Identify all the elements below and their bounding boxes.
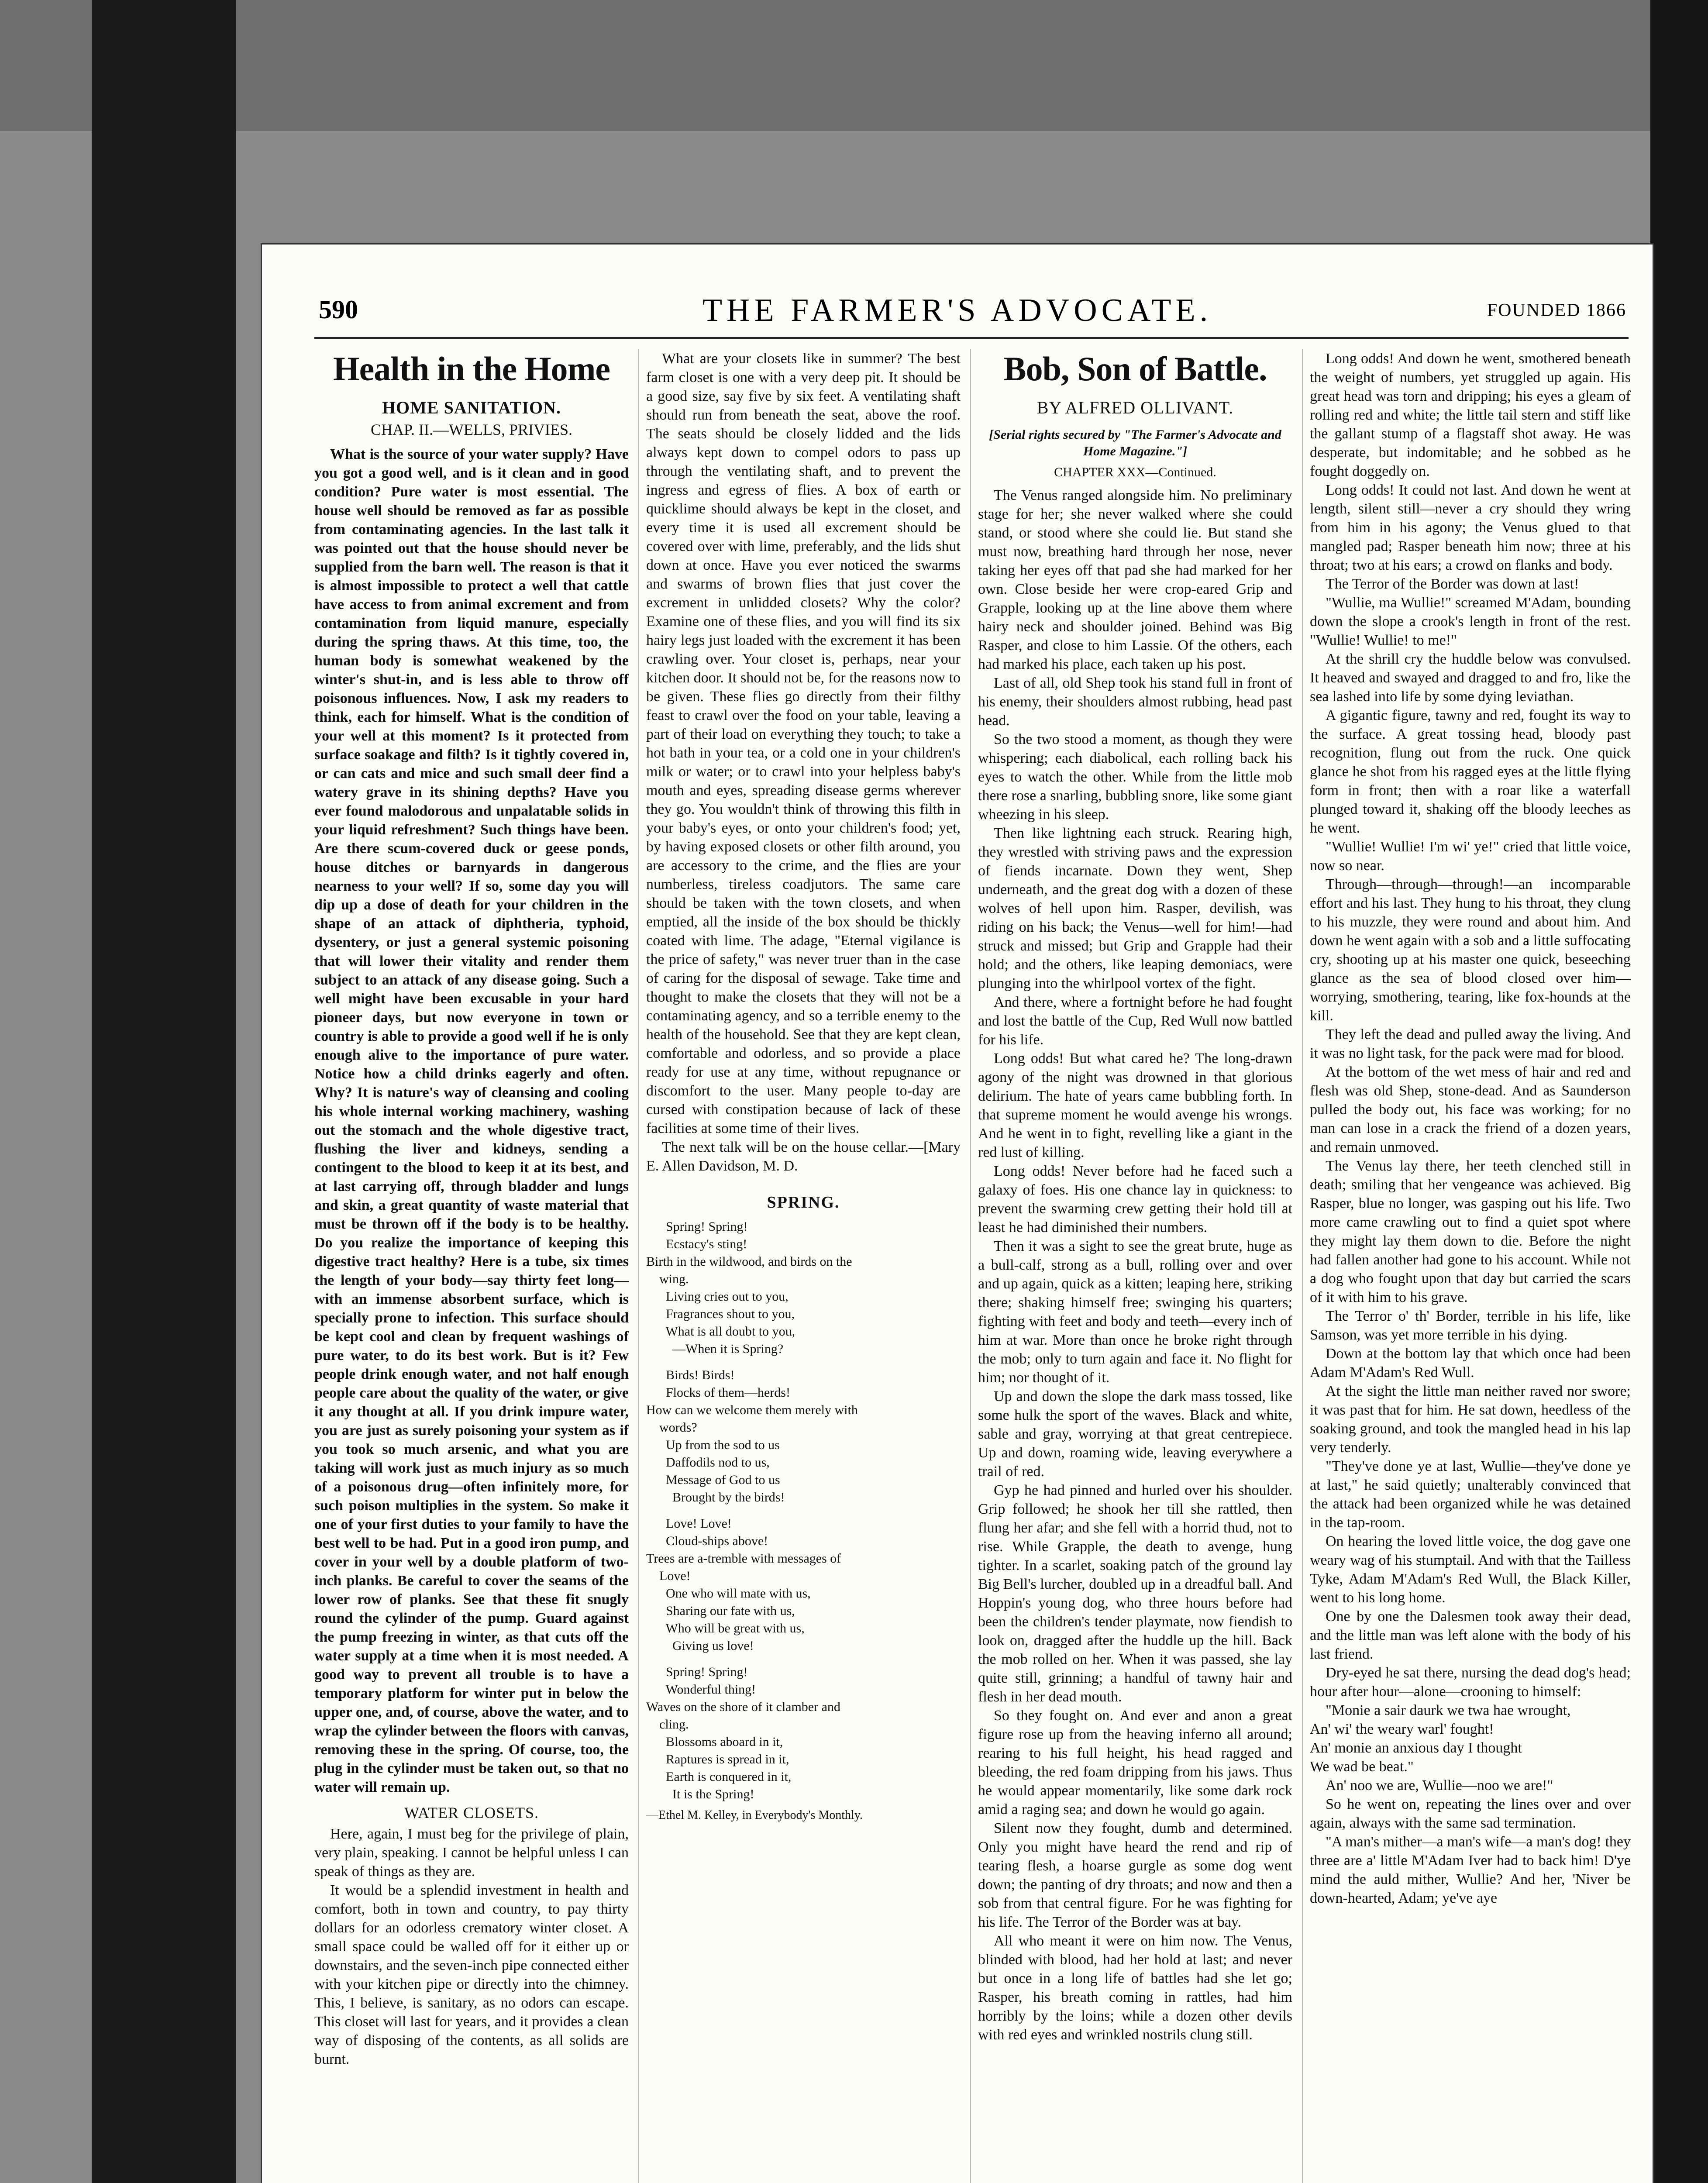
masthead-rule bbox=[314, 337, 1629, 339]
bob-paragraph: Then it was a sight to see the great brute, huge as a bull-calf, strong as a bull, rolling over and over and up again, quick as a kitten; leaping here, striking there; shaking himself free; swinging his quarters; fighting with feet and body and teeth—every inch of him at war. More than once he broke right through the mob; only to turn again and face it. No flight for him; nor thought of it. bbox=[978, 1238, 1292, 1386]
paper-title: THE FARMER'S ADVOCATE. bbox=[702, 293, 1212, 328]
bob-paragraph: Silent now they fought, dumb and determined. Only you might have heard the rend and rip of tearing flesh, a hoarse gurgle as some dog went down; the panting of dry throats; and now and then a sob from that central figure. For he was fighting for his life. The Terror of the Border was at bay. bbox=[978, 1820, 1292, 1930]
bob-paragraph: Long odds! Never before had he faced such a galaxy of foes. His one chance lay in quickness: to prevent the swarming crew getting their hold till at least he had diminished their numbers. bbox=[978, 1163, 1292, 1236]
poem-line: Brought by the birds! bbox=[646, 1490, 785, 1505]
poem-credit: —Ethel M. Kelley, in Everybody's Monthly. bbox=[646, 1808, 863, 1822]
bob-paragraph: The Terror of the Border was down at last! bbox=[1326, 576, 1579, 592]
poem-line: Who will be great with us, bbox=[646, 1621, 805, 1636]
poem-line: cling. bbox=[646, 1717, 689, 1732]
bob-paragraph: An' noo we are, Wullie—noo we are!" bbox=[1326, 1777, 1553, 1794]
bob-chapter: CHAPTER XXX—Continued. bbox=[1054, 465, 1216, 479]
poem-line: Spring! Spring! bbox=[646, 1665, 748, 1679]
bob-paragraph: Gyp he had pinned and hurled over his shoulder. Grip followed; he shook her till she rattled, then flung her afar; and she fell with a horrid thud, not to rise. While Grapple, the death to avenge, hung tighter. In a scarlet, soaking patch of the ground lay Big Bell's lurcher, doubled up in a dreadful ball. And Hoppin's young dog, who three hours before had been the children's tender playmate, now fiendish to look on, dragged after the huddle up the hill. Back the mob rolled on her. When it was passed, she lay quite still, grinning; a handful of tawny hair and flesh in her dead mouth. bbox=[978, 1482, 1292, 1705]
column-divider bbox=[1302, 349, 1303, 2183]
poem-line: Sharing our fate with us, bbox=[646, 1604, 795, 1618]
bob-paragraph: Dry-eyed he sat there, nursing the dead dog's head; hour after hour—alone—crooning to himself: bbox=[1310, 1665, 1631, 1700]
health-paragraph: What are your closets like in summer? The best farm closet is one with a very deep pit. It should be a good size, say five by six feet. A ventilating shaft should run from beneath the seat, above the roof. The seats should be closely lidded and the lids always kept down to compel odors to pass up through the ventilating shaft, and to prevent the ingress and egress of flies. A box of earth or quicklime should always be kept in the closet, and every time it is used all excrement should be covered over with lime, preferably, and the lids shut down at once. Have you ever noticed the swarms and swarms of brown flies that just cover the excrement in unlidded closets? Why the color? Examine one of these flies, and you will find its six hairy legs just loaded with the excrement it has been crawling over. Your closet is, perhaps, near your kitchen door. It should not be, for the reasons now to be given. These flies go directly from their filthy feast to crawl over the food on your table, leaving a part of their load on everything they touch; to take a hot bath in your tea, or a cold one in your children's milk or water; or to crawl into your helpless baby's mouth and eyes, spreading disease germs wherever they go. You wouldn't think of throwing this filth in your baby's eyes, or onto your children's food; yet, by having exposed closets or other filth around, you are accessory to the crime, and the flies are your numberless, tireless coadjutors. The same care should be taken with the town closets, and when emptied, all the inside of the box should be thickly coated with lime. The adage, "Eternal vigilance is the price of safety," was never truer than in the case of caring for the disposal of sewage. Take time and thought to make the closets that they will not be a contaminating agency, and so a terrible enemy to the health of the household. See that they are kept clean, comfortable and odorless, and so provide a place ready for use at any time, without repugnance or discomfort to the user. Many people to-day are cursed with constipation because of lack of these facilities at some time of their lives. bbox=[646, 351, 961, 1136]
bob-byline: BY ALFRED OLLIVANT. bbox=[1037, 398, 1234, 417]
bob-paragraph: All who meant it were on him now. The Venus, blinded with blood, had her hold at last; and never but once in a long life of battles had she let go; Rasper, his breath coming in rattles, had him horribly by the loins; while a dozen other devils with red eyes and wrinkled nostrils clung still. bbox=[978, 1933, 1292, 2043]
bob-paragraph: The Terror o' th' Border, terrible in his life, like Samson, was yet more terrible in his dying. bbox=[1310, 1308, 1631, 1343]
poem-line: Flocks of them—herds! bbox=[646, 1385, 790, 1400]
poem-line: One who will mate with us, bbox=[646, 1586, 811, 1601]
bob-paragraph: "Monie a sair daurk we twa hae wrought, An' wi' the weary warl' fought! An' monie an anxious day I thought We wad be beat." bbox=[1310, 1702, 1571, 1775]
bob-text-col3 bbox=[978, 486, 1292, 2044]
bob-paragraph: So they fought on. And ever and anon a great figure rose up from the heaving inferno all around; rearing to his full height, his head ragged and bleeding, the red foam dripping from his jaws. Thus he would appear momentarily, like some dark rock amid a raging sea; and down he would go again. bbox=[978, 1708, 1292, 1818]
founded-label: FOUNDED 1866 bbox=[1487, 300, 1626, 320]
bob-paragraph: Long odds! It could not last. And down he went at length, silent still—never a cry should they wring from him in his agony; the Venus glued to that mangled pad; Rasper beneath him now; three at his throat; two at his ears; a crowd on flanks and body. bbox=[1310, 482, 1631, 573]
scan-right-margin bbox=[1650, 0, 1708, 2183]
health-section-title: HOME SANITATION. bbox=[382, 398, 561, 417]
health-paragraph: It would be a splendid investment in health and comfort, both in town and country, to pay thirty dollars for an odorless crematory winter closet. A small space could be walled off for it either up or downstairs, and the seven-inch pipe connected either with your kitchen pipe or directly into the chimney. This, I believe, is sanitary, as no odors can escape. This closet will last for years, and it provides a clean way of disposing of the contents, as all solids are burnt. bbox=[314, 1882, 629, 2067]
bob-paragraph: At the bottom of the wet mess of hair and red and flesh was old Shep, stone-dead. And as Saunderson pulled the body out, his face was working; for no man can lose in a crack the friend of a dozen years, and remain unmoved. bbox=[1310, 1064, 1631, 1155]
bob-headline: Bob, Son of Battle. bbox=[1003, 350, 1267, 388]
bob-paragraph: So he went on, repeating the lines over and over again, always with the same sad termination. bbox=[1310, 1796, 1631, 1831]
stanza-gap bbox=[646, 1358, 961, 1367]
bob-paragraph: The Venus lay there, her teeth clenched still in death; smiling that her vengeance was achieved. Big Rasper, blue no longer, was gasping out his life. Two more came crawling out to find a quiet spot where they might lay them down to die. Before the night had fallen another had gone to his account. While not a dog who fought upon that day but carried the scars of it with him to his grave. bbox=[1310, 1158, 1631, 1305]
masthead bbox=[262, 295, 1653, 334]
serial-credit: [Serial rights secured by "The Farmer's Advocate and Home Magazine."] bbox=[989, 427, 1281, 458]
column-divider bbox=[638, 349, 639, 2183]
column-4 bbox=[1310, 349, 1631, 2183]
bob-paragraph: "Wullie, ma Wullie!" screamed M'Adam, bounding down the slope a crook's length in front of the rest. "Wullie! Wullie! to me!" bbox=[1310, 595, 1631, 648]
poem-line: words? bbox=[646, 1420, 697, 1435]
poem-line: Earth is conquered in it, bbox=[646, 1770, 792, 1784]
bob-paragraph: On hearing the loved little voice, the dog gave one weary wag of his stumptail. And with that the Tailless Tyke, Adam M'Adam's Red Wull, the Black Killer, went to his long home. bbox=[1310, 1533, 1631, 1606]
bob-paragraph: A gigantic figure, tawny and red, fought its way to the surface. A great tossing head, bloody past recognition, flung out from the ruck. One quick glance he shot from his ragged eyes at the little flying form in front; then with a roar like a waterfall plunged toward it, shaking off the bloody leeches as he went. bbox=[1310, 707, 1631, 836]
poem-line: Wonderful thing! bbox=[646, 1682, 756, 1697]
poem-line: Message of God to us bbox=[646, 1473, 780, 1487]
column-1 bbox=[314, 349, 629, 2183]
bob-paragraph: The Venus ranged alongside him. No preliminary stage for her; she never walked where she could stand, or stood where she could lie. But stand she must now, breathing hard through her nose, never taking her eyes off that pad she had marked for her own. Close beside her were crop-eared Grip and Grapple, looking up at the line above them where hairy neck and shoulder joined. Behind was Big Rasper, and close to him Lassie. Of the others, each had marked his place, each taken up his post. bbox=[978, 487, 1292, 672]
poem-line: What is all doubt to you, bbox=[646, 1324, 795, 1339]
bob-paragraph: At the shrill cry the huddle below was convulsed. It heaved and swayed and dragged to and fro, like the sea lashed into life by some dying leviathan. bbox=[1310, 651, 1631, 705]
bob-paragraph: And there, where a fortnight before he had fought and lost the battle of the Cup, Red Wull now battled for his life. bbox=[978, 994, 1292, 1048]
bob-paragraph: One by one the Dalesmen took away their dead, and the little man was left alone with the body of his last friend. bbox=[1310, 1608, 1631, 1662]
poem-line: Giving us love! bbox=[646, 1639, 754, 1653]
poem-line: Up from the sod to us bbox=[646, 1438, 780, 1452]
column-3 bbox=[978, 349, 1292, 2183]
poem-line: Living cries out to you, bbox=[646, 1289, 789, 1304]
scan-top-margin bbox=[0, 0, 1708, 131]
health-paragraph: What is the source of your water supply? Have you got a good well, and is it clean and in good condition? Pure water is most essential. The house well should be removed as far as possible from contaminating agencies. In the last talk it was pointed out that the house should never be supplied from the barn well. The reason is that it is almost impossible to protect a well that cattle have access to from animal excrement and from contamination from liquid manure, especially during the spring thaws. At this time, too, the human body is somewhat weakened by the winter's shut-in, and is less able to throw off poisonous influences. Now, I ask my readers to think, each for himself. What is the condition of your well at this moment? Is it protected from surface soakage and filth? Is it tightly covered in, or can cats and mice and such small deer find a watery grave in its shining depths? Have you ever found malodorous and unpalatable solids in your liquid refreshment? Such things have been. Are there scum-covered duck or geese ponds, house ditches or barnyards in dangerous nearness to your well? If so, some day you will dip up a dose of death for your children in the shape of an attack of diphtheria, typhoid, dysentery, or just a general systemic poisoning that will lower their vitality and render them subject to an attack of any disease going. Such a well might have been excusable in your hard pioneer days, but now everyone in town or country is able to provide a good well if he is only enough alive to the importance of pure water. Notice how a child drinks eagerly and often. Why? It is nature's way of cleansing and cooling his whole internal working machinery, washing out the stomach and the whole digestive tract, flushing the liver and kidneys, sending a contingent to the blood to keep it at its best, and at last carrying off, through bladder and lungs and skin, a great quantity of waste material that must be thrown off if the body is to be healthy. Do you realize the importance of keeping this digestive tract healthy? Here is a tube, six times the length of your body—say thirty feet long—with an immense absorbent surface, which is specially prone to infection. This surface should be kept cool and clean by frequent washings of pure water, to do its best work. But is it? Few people drink enough water, and not half enough people care about the quality of the water, or give it any thought at all. If you drink impure water, you are just as surely poisoning your system as if you took so much arsenic, and what you are taking will work just as much injury as so much of a poisonous drug—often infinitely more, for such poison multiplies in the system. So make it one of your first duties to your family to have the best well to be had. Put in a good iron pump, and cover in your well by a double platform of two-inch planks. Be careful to cover the seams of the lower row of planks. See that these fit snugly round the cylinder of the pump. Guard against the pump freezing in winter, as that cuts off the water supply at a time when it is most needed. A good way to prevent all trouble is to have a temporary platform for winter put in below the upper one, and, of course, above the water, and to wrap the cylinder between the floors with canvas, removing these in the spring. Of course, too, the plug in the cylinder must be taken out, so that no water will remain up. bbox=[314, 446, 629, 1795]
poem-line: How can we welcome them merely with bbox=[646, 1403, 858, 1417]
bob-paragraph: "Wullie! Wullie! I'm wi' ye!" cried that little voice, now so near. bbox=[1310, 839, 1631, 874]
poem-line: It is the Spring! bbox=[646, 1787, 754, 1801]
bob-paragraph: Down at the bottom lay that which once had been Adam M'Adam's Red Wull. bbox=[1310, 1346, 1631, 1381]
poem-line: Birth in the wildwood, and birds on the bbox=[646, 1254, 852, 1269]
bob-paragraph: They left the dead and pulled away the living. And it was no light task, for the pack were mad for blood. bbox=[1310, 1026, 1631, 1061]
poem-line: Birds! Birds! bbox=[646, 1368, 735, 1382]
book-spine-shadow bbox=[92, 0, 236, 2183]
poem-line: Raptures is spread in it, bbox=[646, 1752, 789, 1766]
bob-paragraph: "They've done ye at last, Wullie—they've done ye at last," he said quietly; unalterably convinced that the attack had been organized while he was detained in the tap-room. bbox=[1310, 1458, 1631, 1531]
bob-paragraph: "A man's mither—a man's wife—a man's dog! they three are a' little M'Adam Iver had to back him! D'ye mind the auld mither, Wullie? And her, 'Niver be down-hearted, Adam; ye've aye bbox=[1310, 1834, 1631, 1906]
poem-line: Daffodils nod to us, bbox=[646, 1455, 770, 1470]
column-divider bbox=[970, 349, 971, 2183]
health-signoff: The next talk will be on the house cellar.—[Mary E. Allen Davidson, M. D. bbox=[646, 1139, 961, 1174]
poem-line: Love! bbox=[646, 1569, 691, 1583]
health-headline: Health in the Home bbox=[333, 350, 610, 388]
bob-paragraph: At the sight the little man neither raved nor swore; it was past that for him. He sat down, heedless of the soaking ground, and took the mangled head in his lap very tenderly. bbox=[1310, 1383, 1631, 1456]
bob-paragraph: Up and down the slope the dark mass tossed, like some hulk the sport of the waves. Black and white, sable and gray, worrying at that great centrepiece. Up and down, roaming wide, leaving everywhere a trail of red. bbox=[978, 1388, 1292, 1480]
poem-title: SPRING. bbox=[767, 1193, 840, 1212]
poem-line: wing. bbox=[646, 1272, 689, 1286]
poem-line: Waves on the shore of it clamber and bbox=[646, 1700, 840, 1714]
stanza-gap bbox=[646, 1506, 961, 1515]
poem-line: Blossoms aboard in it, bbox=[646, 1735, 783, 1749]
poem-line: —When it is Spring? bbox=[646, 1342, 784, 1356]
page-number: 590 bbox=[319, 295, 358, 324]
bob-paragraph: So the two stood a moment, as though they were whispering; each diabolical, each rolling back his eyes to watch the other. While from the little mob there rose a snarling, bubbling snore, like some giant wheezing in his sleep. bbox=[978, 731, 1292, 823]
poem-line: Trees are a-tremble with messages of bbox=[646, 1551, 841, 1566]
bob-paragraph: Through—through—through!—an incomparable effort and his last. They hung to his throat, they clung to his muzzle, they were round and about him. And down he went again with a sob and a little suffocating cry, shooting up at his master one quick, beseeching glance as the sea of blood closed over him—worrying, smothering, tearing, like fox-hounds at the kill. bbox=[1310, 876, 1631, 1024]
water-closets-subhead: WATER CLOSETS. bbox=[404, 1804, 539, 1821]
poem-line: Cloud-ships above! bbox=[646, 1534, 768, 1548]
stanza-gap bbox=[646, 1655, 961, 1663]
bob-text-col4 bbox=[1310, 349, 1631, 1908]
poem-line: Spring! Spring! bbox=[646, 1219, 748, 1234]
health-chapter: CHAP. II.—WELLS, PRIVIES. bbox=[370, 421, 572, 438]
poem-body bbox=[646, 1218, 961, 1803]
poem-line: Ecstacy's sting! bbox=[646, 1237, 747, 1251]
bob-paragraph: Long odds! But what cared he? The long-drawn agony of the night was drowned in that glorious delirium. The hate of years came bubbling forth. In that supreme moment he would avenge his wrongs. And he went in to fight, revelling like a giant in the red lust of killing. bbox=[978, 1050, 1292, 1160]
newspaper-page bbox=[262, 244, 1653, 2183]
poem-line: Fragrances shout to you, bbox=[646, 1307, 795, 1321]
bob-paragraph: Last of all, old Shep took his stand full in front of his enemy, their shoulders almost rubbing, head past head. bbox=[978, 675, 1292, 729]
poem-line: Love! Love! bbox=[646, 1516, 732, 1531]
column-2 bbox=[646, 349, 961, 2183]
bob-paragraph: Long odds! And down he went, smothered beneath the weight of numbers, yet struggled up again. His great head was torn and dripping; his eyes a gleam of rolling red and white; the little tail stern and stiff like the gallant stump of a flagstaff shot away. He was desperate, but indomitable; and he sobbed as he fought doggedly on. bbox=[1310, 351, 1631, 479]
bob-paragraph: Then like lightning each struck. Rearing high, they wrestled with striving paws and the expression of fiends incarnate. Down they went, Shep underneath, and the great dog with a dozen of these wolves of hell upon him. Rasper, devilish, was riding on his back; the Venus—well for him!—had struck and missed; but Grip and Grapple had their hold; and the others, like leaping demoniacs, were plunging into the whirlpool vortex of the fight. bbox=[978, 825, 1292, 992]
health-paragraph: Here, again, I must beg for the privilege of plain, very plain, speaking. I cannot be helpful unless I can speak of things as they are. bbox=[314, 1826, 629, 1880]
